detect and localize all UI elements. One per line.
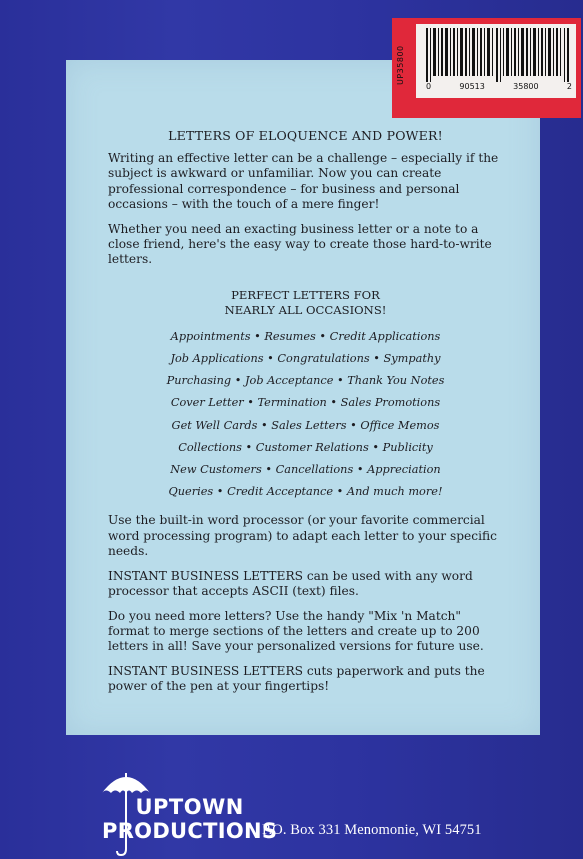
- closing-paragraph: INSTANT BUSINESS LETTERS can be used with any word processor that accepts ASCII (text) files.: [108, 568, 473, 599]
- occasions-heading-line: PERFECT LETTERS FOR: [231, 287, 380, 302]
- occasions-line: Appointments • Resumes • Credit Applications: [170, 329, 441, 343]
- occasions-list: [108, 326, 503, 504]
- occasions-line: Cover Letter • Termination • Sales Promotions: [170, 396, 441, 410]
- intro-paragraph: Whether you need an exacting business letter or a note to a close friend, here's the easy way to create those hard-to-write letters.: [108, 221, 492, 267]
- barcode-icon: [426, 28, 572, 82]
- closing-section: [108, 513, 503, 694]
- barcode-digits: [426, 82, 572, 91]
- logo-line-uptown: UPTOWN: [135, 795, 244, 819]
- closing-paragraph: Do you need more letters? Use the handy "Mix 'n Match" format to merge sections of the letters and create up to 200 letters in all! Save your personalized versions for future use.: [108, 608, 484, 654]
- occasions-line: Get Well Cards • Sales Letters • Office Memos: [171, 418, 440, 432]
- barcode-digit-group: 90513: [459, 82, 485, 91]
- back-cover-text: [108, 128, 503, 704]
- main-heading: LETTERS OF ELOQUENCE AND POWER!: [168, 128, 443, 143]
- logo-line-productions: PRODUCTIONS: [102, 819, 278, 843]
- barcode-digit-group: 35800: [513, 82, 539, 91]
- occasions-heading-line: NEARLY ALL OCCASIONS!: [224, 302, 387, 317]
- barcode-sku: UP35800: [396, 45, 405, 85]
- publisher-logo: [102, 795, 277, 843]
- barcode-digit-group: 2: [566, 82, 572, 91]
- occasions-line: Collections • Customer Relations • Publicity: [178, 440, 433, 454]
- occasions-heading: [108, 288, 503, 318]
- occasions-line: Job Applications • Congratulations • Sympathy: [170, 352, 441, 366]
- occasions-line: New Customers • Cancellations • Appreciation: [170, 463, 441, 477]
- occasions-line: Purchasing • Job Acceptance • Thank You Notes: [166, 374, 445, 388]
- occasions-line: Queries • Credit Acceptance • And much more!: [168, 485, 443, 499]
- closing-paragraph: Use the built-in word processor (or your favorite commercial word processing program) to adapt each letter to your specific needs.: [108, 513, 497, 559]
- publisher-address: P.O. Box 331 Menomonie, WI 54751: [262, 822, 482, 838]
- intro-paragraph: Writing an effective letter can be a challenge – especially if the subject is awkward or unfamiliar. Now you can create professional correspondence – for business and personal occasions – with the touch of a mere finger!: [108, 151, 499, 212]
- closing-paragraph: INSTANT BUSINESS LETTERS cuts paperwork and puts the power of the pen at your fingertips!: [108, 663, 485, 694]
- barcode-digit-group: 0: [426, 82, 432, 91]
